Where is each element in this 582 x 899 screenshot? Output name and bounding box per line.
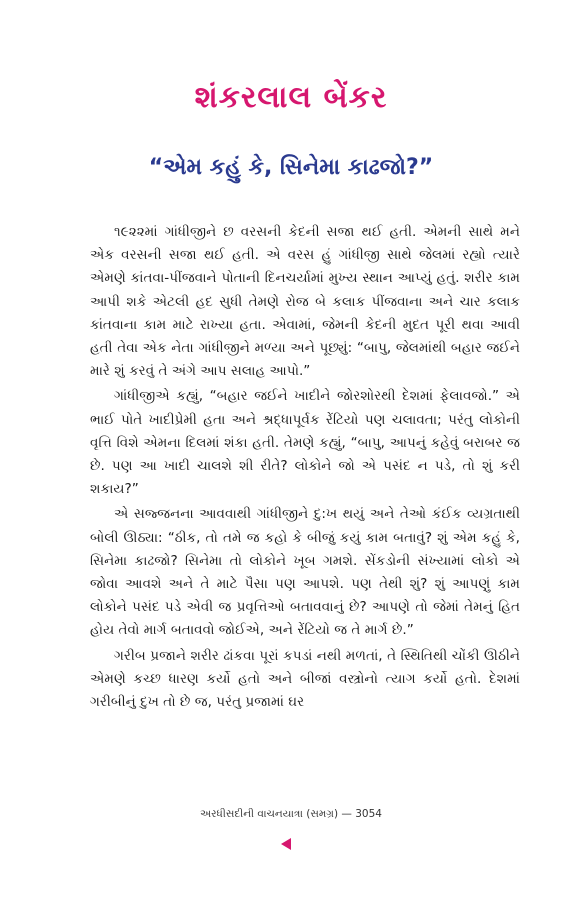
paragraph: એ સજ્જનના આવવાથી ગાંધીજીને દુ:ખ થયું અને તેઓ કંઈક વ્યગ્રતાથી બોલી ઊઠ્યા: “ઠીક, તો તમે જ કહો કે બીજું કયું કામ બતાવું? શું એમ કહું કે, સિનેમા કાઢજો? સિનેમા તો લોકોને ખૂબ ગમશે. સેંકડોની સંખ્યામાં લોકો એ જોવા આવશે અને તે માટે પૈસા પણ આપશે. પણ તેથી શું? શું આપણું કામ લોકોને પસંદ પડે એવી જ પ્રવૃત્તિઓ બતાવવાનું છે? આપણે તો જેમાં તેમનું હિત હોય તેવો માર્ગ બતાવવો જોઈએ, અને રેંટિયો જ તે માર્ગ છે.” (90, 506, 520, 639)
chapter-title: “એમ કહું કે, સિનેમા કાઢજો?” (148, 155, 434, 180)
paragraph: ગરીબ પ્રજાને શરીર ઢાંકવા પૂરાં કપડાં નથી મળતાં, તે સ્થિતિથી ચોંકી ઊઠીને એમણે કચ્છ ધારણ કર્યો હતો અને બીજાં વસ્ત્રોનો ત્યાગ કર્યો હતો. દેશમાં ગરીબીનું દુખ તો છે જ, પરંતુ પ્રજામાં ઘર (90, 647, 520, 711)
previous-page-arrow-icon[interactable] (281, 838, 291, 850)
author-heading: શંકરલાલ બેંકર (194, 80, 388, 115)
paragraph: ૧૯૨૨માં ગાંધીજીને છ વરસની કેદની સજા થઈ હતી. એમની સાથે મને એક વરસની સજા થઈ હતી. એ વરસ હું ગાંધીજી સાથે જેલમાં રહ્યો ત્યારે એમણે કાંતવા-પીંજવાને પોતાની દિનચર્યામાં મુખ્ય સ્થાન આપ્યું હતું. શરીર કામ આપી શકે એટલી હદ સુધી તેમણે રોજ બે કલાક પીંજવાના અને ચાર કલાક કાંતવાના કામ માટે રાખ્યા હતા. એવામાં, જેમની કેદની મુદત પૂરી થવા આવી હતી તેવા એક નેતા ગાંધીજીને મળ્યા અને પૂછ્યું: “બાપુ, જેલમાંથી બહાર જઈને મારે શું કરવું તે અંગે આપ સલાહ આપો.” (90, 224, 520, 380)
page-footer: અરધીસદીની વાચનયાત્રા (સમગ્ર) — 3054 (200, 808, 382, 820)
paragraph: ગાંધીજીએ કહ્યું, “બહાર જઈને ખાદીને જોરશોરથી દેશમાં ફેલાવજો.” એ ભાઈ પોતે ખાદીપ્રેમી હતા અને શ્રદ્ધાપૂર્વક રેંટિયો પણ ચલાવતા; પરંતુ લોકોની વૃત્તિ વિશે એમના દિલમાં શંકા હતી. તેમણે કહ્યું, “બાપુ, આપનું કહેવું બરાબર જ છે. પણ આ ખાદી ચાલશે શી રીતે? લોકોને જો એ પસંદ ન પડે, તો શું કરી શકાય?” (90, 388, 520, 498)
body-text (90, 221, 520, 714)
